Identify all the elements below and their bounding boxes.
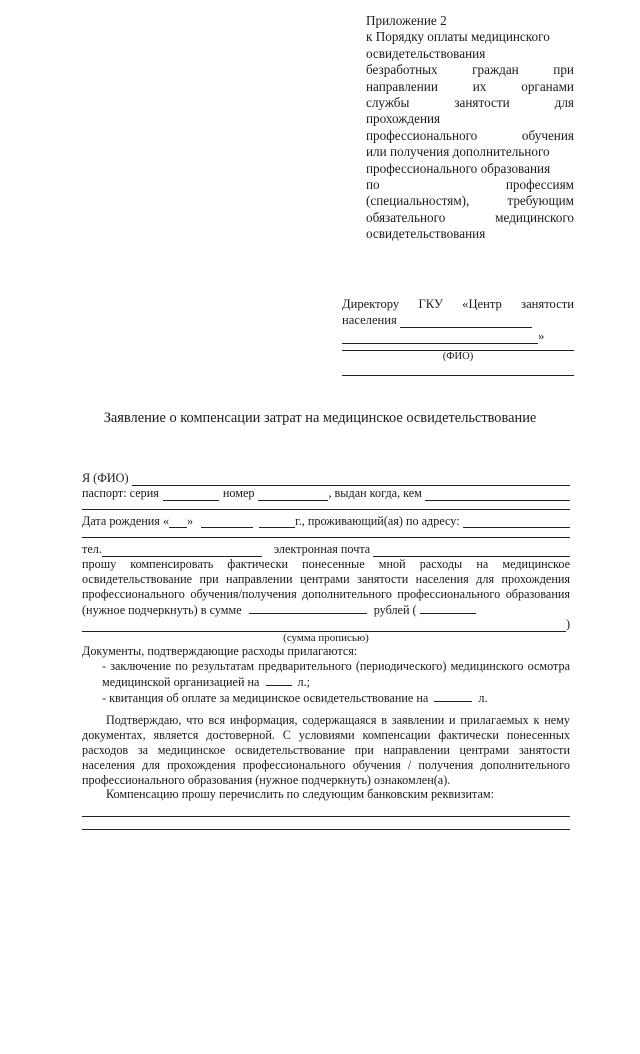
appendix-line: направлении их органами — [366, 78, 574, 94]
bank-details-line-1[interactable] — [82, 816, 570, 817]
amount-words-row — [82, 617, 570, 632]
quote-close: » — [538, 329, 545, 343]
bank-details-label: Компенсацию прошу перечислить по следующим банковским реквизитам: — [106, 787, 494, 802]
email-label: электронная почта — [273, 542, 371, 557]
birth-close-quote: » — [187, 513, 194, 528]
issued-field[interactable] — [425, 488, 570, 501]
birth-year-field[interactable] — [259, 516, 295, 528]
appendix-line: (специальностям), требующим — [366, 193, 574, 209]
bank-details-line-2[interactable] — [82, 829, 570, 830]
appendix-line: профессионального образования — [366, 160, 551, 176]
passport-extra-line[interactable] — [82, 509, 570, 510]
confirm-paragraph: Подтверждаю, что вся информация, содержащаяся в заявлении и прилагаемых к нему документах, является достоверной. С условиями компенсации фактически понесенных расходов за медицинское освидетельствование при направлении центрами занятости населения для прохождения профессионального обучения / получения дополнительного профессионального образования (нужное подчеркнуть) ознакомлен(а). — [82, 713, 570, 787]
rubles-label: рублей ( — [373, 602, 417, 617]
appendix-line: или получения дополнительного — [366, 144, 550, 160]
addressee-director-text: Директору ГКУ «Центр занятости — [342, 297, 574, 311]
doc-2-pages-field[interactable] — [434, 690, 472, 702]
birth-date-label: Дата рождения « — [82, 513, 170, 528]
birth-day-field[interactable] — [169, 516, 187, 528]
passport-row — [82, 486, 570, 501]
doc-item-2-text: - квитанция об оплате за медицинское освидетельствование на — [102, 690, 429, 705]
center-name-field[interactable] — [400, 315, 532, 328]
tel-field[interactable] — [102, 545, 262, 557]
amount-field[interactable] — [249, 602, 367, 614]
request-text: прошу компенсировать фактически понесенные мной расходы на медицинское освидетельствование при направлении центрами занятости населения для прохождения профессионального обучения/получения дополнительного профессионального образования (нужное подчеркнуть) в сумме — [82, 557, 570, 617]
addressee-population-label: населения — [342, 313, 397, 327]
birth-year-label: г., проживающий(ая) по адресу: — [295, 513, 460, 528]
docs-intro: Документы, подтверждающие расходы прилагаются: — [82, 644, 358, 659]
address-extra-line[interactable] — [82, 537, 570, 538]
fio-row — [82, 471, 570, 486]
passport-number-label: номер — [222, 485, 255, 500]
doc-item-1-pages-label: л.; — [297, 674, 311, 689]
appendix-header — [366, 13, 574, 243]
amount-in-words-field[interactable] — [420, 602, 476, 614]
director-extra-line[interactable] — [342, 375, 574, 376]
email-field[interactable] — [373, 544, 570, 557]
addressee-line — [342, 312, 574, 328]
addressee-line — [342, 296, 574, 312]
appendix-line: профессионального обучения — [366, 127, 574, 143]
doc-item-1 — [82, 659, 570, 690]
appendix-line: Приложение 2 — [366, 13, 447, 28]
appendix-line: обязательного медицинского — [366, 209, 574, 225]
appendix-line: освидетельствования — [366, 45, 486, 61]
passport-number-field[interactable] — [258, 489, 328, 501]
amount-in-words-field-2[interactable] — [82, 619, 566, 632]
paren-close: ) — [565, 617, 570, 632]
birth-row — [82, 514, 570, 529]
addressee-block — [342, 296, 574, 376]
doc-item-2-pages-label: л. — [478, 690, 488, 705]
contacts-row — [82, 542, 570, 557]
page-title: Заявление о компенсации затрат на медицинское освидетельствование — [103, 410, 537, 426]
passport-series-field[interactable] — [163, 489, 219, 501]
doc-1-pages-field[interactable] — [266, 674, 292, 686]
fio-caption: (ФИО) — [442, 351, 474, 362]
center-name-field-2[interactable] — [342, 331, 538, 344]
appendix-line: службы занятости для — [366, 95, 574, 111]
birth-month-field[interactable] — [201, 516, 253, 528]
passport-series-label: паспорт: серия — [82, 485, 159, 500]
fio-label: Я (ФИО) — [82, 471, 129, 485]
request-paragraph — [82, 557, 570, 617]
amount-caption: (сумма прописью) — [283, 632, 369, 645]
fio-field[interactable] — [132, 473, 570, 486]
appendix-line: к Порядку оплаты медицинского — [366, 29, 550, 45]
appendix-line: прохождения — [366, 111, 441, 127]
address-field[interactable] — [463, 515, 570, 528]
doc-item-1-text: - заключение по результатам предварительного (периодического) медицинского осмотра медицинской организацией на — [102, 658, 570, 689]
issued-label: , выдан когда, кем — [328, 485, 422, 500]
addressee-line — [342, 328, 574, 344]
application-body — [82, 471, 570, 830]
doc-item-2 — [82, 690, 570, 706]
appendix-line: освидетельствования — [366, 226, 486, 242]
tel-label: тел. — [82, 542, 102, 557]
appendix-line: по профессиям — [366, 177, 574, 193]
appendix-line: безработных граждан при — [366, 62, 574, 78]
